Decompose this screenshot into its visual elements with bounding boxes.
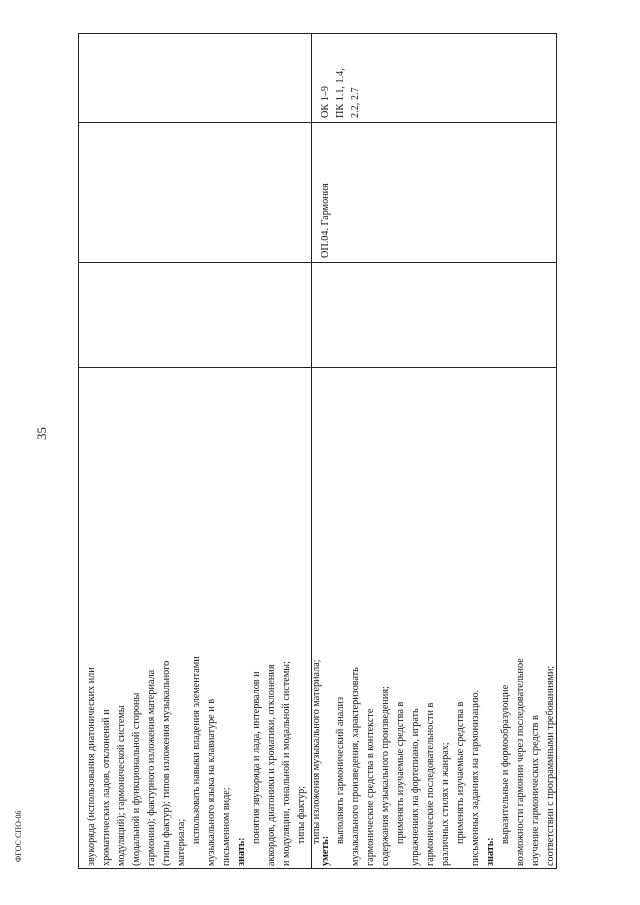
text-line: гармонии); фактурного изложения материала	[146, 669, 157, 866]
text-line: ПК 1.1, 1.4,	[335, 68, 346, 118]
text-line: (модальной и функциональной стороны	[131, 692, 142, 866]
text-line: выполнять гармонический анализ	[335, 697, 346, 844]
table-line	[78, 122, 556, 123]
section-heading: знать:	[485, 837, 496, 866]
text-line: изучение гармонических средств в	[530, 715, 541, 866]
discipline-name: ОП.04. Гармония	[320, 183, 331, 258]
section-heading: уметь:	[320, 835, 331, 866]
page-number: 35	[34, 427, 49, 440]
text-line: звукоряда (использования диатонических или	[86, 667, 97, 866]
text-line: применять изучаемые средства в	[395, 701, 406, 844]
text-line: содержания музыкального произведения;	[380, 686, 391, 866]
table-line	[78, 262, 556, 263]
section-heading: знать:	[236, 837, 247, 866]
table-line	[78, 33, 556, 34]
text-line: различных стилях и жанрах;	[440, 742, 451, 866]
text-line: письменных заданиях на гармонизацию.	[470, 689, 481, 866]
text-line: гармонические средства в контексте	[365, 708, 376, 866]
text-line: хроматических ладов, отклонений и	[101, 709, 112, 866]
text-line: выразительные и формообразующие	[500, 684, 511, 844]
text-line: упражнениях на фортепиано, играть	[410, 708, 421, 866]
text-line: понятия звукоряда и лада, интервалов и	[251, 671, 262, 844]
text-line: применять изучаемые средства в	[455, 701, 466, 844]
text-line: гармонические последовательности в	[425, 702, 436, 866]
text-line: (типы фактур); типов изложения музыкального	[161, 660, 172, 866]
footer-code: ФГОС СПО-06	[14, 810, 23, 862]
text-line: возможности гармонии через последовательное	[515, 658, 526, 866]
table-line	[78, 868, 556, 869]
text-line: письменном виде;	[221, 787, 232, 866]
text-line: соответствии с программными требованиями;	[545, 665, 556, 866]
text-line: материала;	[176, 818, 187, 866]
text-line: музыкального языка на клавиатуре и в	[206, 698, 217, 866]
row1-cell-text	[84, 368, 324, 866]
text-line: и модуляции, тональной и модальной системы;	[281, 661, 292, 866]
text-line: 2.2, 2.7	[350, 87, 361, 118]
competency-codes	[318, 34, 363, 118]
text-line: аккордов, диатоники и хроматики, отклонения	[266, 664, 277, 866]
text-line: использовать навыки владения элементами	[191, 656, 202, 844]
table-line	[78, 33, 79, 869]
text-line: типы изложения музыкального материала;	[311, 659, 322, 844]
text-line: ОК 1–9	[320, 86, 331, 118]
row2-cell-text	[318, 368, 558, 866]
text-line: типы фактур;	[296, 785, 307, 844]
text-line: модуляций); гармонической системы	[116, 705, 127, 866]
text-line: музыкального произведения, характеризовать	[350, 667, 361, 866]
